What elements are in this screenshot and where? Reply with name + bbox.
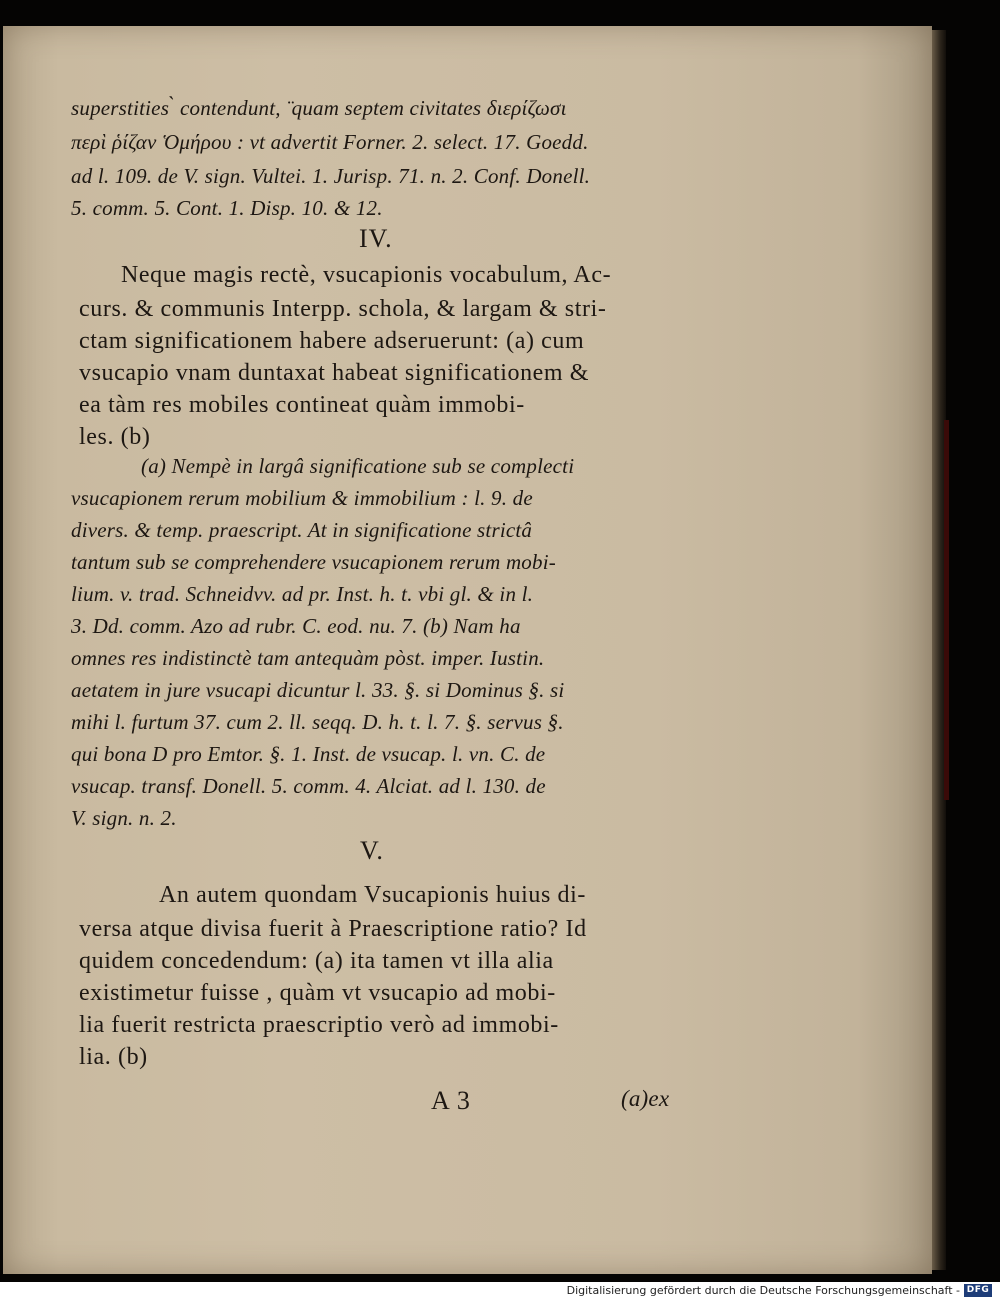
note-line: 5. comm. 5. Cont. 1. Disp. 10. & 12. [71, 196, 383, 220]
note-line: περὶ ῥίζαν Ὁμήρου : vt advertit Forner. 2. select. 17. Goedd. [71, 130, 589, 154]
footnote-line: 3. Dd. comm. Azo ad rubr. C. eod. nu. 7. (b) Nam ha [71, 614, 521, 638]
footer-credit: Digitalisierung gefördert durch die Deutsche Forschungsgemeinschaft - [566, 1284, 960, 1297]
book-spine-edge [944, 420, 949, 800]
footnote-line: divers. & temp. praescript. At in significatione strictâ [71, 518, 533, 542]
footnote-line: qui bona D pro Emtor. §. 1. Inst. de vsucap. l. vn. C. de [71, 742, 546, 766]
footnote-line: omnes res indistinctè tam antequàm pòst. imper. Iustin. [71, 646, 545, 670]
footnote-line: vsucapionem rerum mobilium & immobilium : l. 9. de [71, 486, 533, 510]
body-line: lia. (b) [79, 1044, 148, 1070]
body-line: An autem quondam Vsucapionis huius di- [159, 882, 586, 908]
body-line: ea tàm res mobiles contineat quàm immobi- [79, 392, 525, 418]
section-heading-v: V. [360, 836, 384, 865]
body-line: existimetur fuisse , quàm vt vsucapio ad mobi- [79, 980, 556, 1006]
footnote-line: V. sign. n. 2. [71, 806, 177, 830]
section-heading-iv: IV. [359, 224, 393, 253]
body-line: Neque magis rectè, vsucapionis vocabulum, Ac- [121, 262, 612, 288]
body-line: quidem concedendum: (a) ita tamen vt illa alia [79, 948, 554, 974]
signature-mark: A 3 [431, 1086, 471, 1115]
footnote-line: tantum sub se comprehendere vsucapionem rerum mobi- [71, 550, 556, 574]
dfg-logo[interactable]: DFG [964, 1284, 992, 1297]
catchword: (a)ex [621, 1086, 670, 1111]
body-line: ctam significationem habere adseruerunt: (a) cum [79, 328, 585, 354]
body-line: curs. & communis Interpp. schola, & largam & stri- [79, 296, 607, 322]
note-line: ad l. 109. de V. sign. Vultei. 1. Jurisp. 71. n. 2. Conf. Donell. [71, 164, 591, 188]
body-line: versa atque divisa fuerit à Praescriptione ratio? Id [79, 916, 587, 942]
footnote-line: mihi l. furtum 37. cum 2. ll. seqq. D. h. t. l. 7. §. servus §. [71, 710, 564, 734]
footnote-line: vsucap. transf. Donell. 5. comm. 4. Alciat. ad l. 130. de [71, 774, 546, 798]
footnote-line: lium. v. trad. Schneidvv. ad pr. Inst. h. t. vbi gl. & in l. [71, 582, 534, 606]
body-line: lia fuerit restricta praescriptio verò ad immobi- [79, 1012, 559, 1038]
body-line: les. (b) [79, 424, 151, 450]
body-line: vsucapio vnam duntaxat habeat significationem & [79, 360, 590, 386]
footnote-line: (a) Nempè in largâ significatione sub se complecti [141, 454, 575, 478]
book-page [3, 26, 932, 1274]
note-line: superstities ̀ contendunt, ̈ quam septem civitates διερίζωσι [71, 96, 567, 120]
footnote-line: aetatem in jure vsucapi dicuntur l. 33. §. si Dominus §. si [71, 678, 565, 702]
